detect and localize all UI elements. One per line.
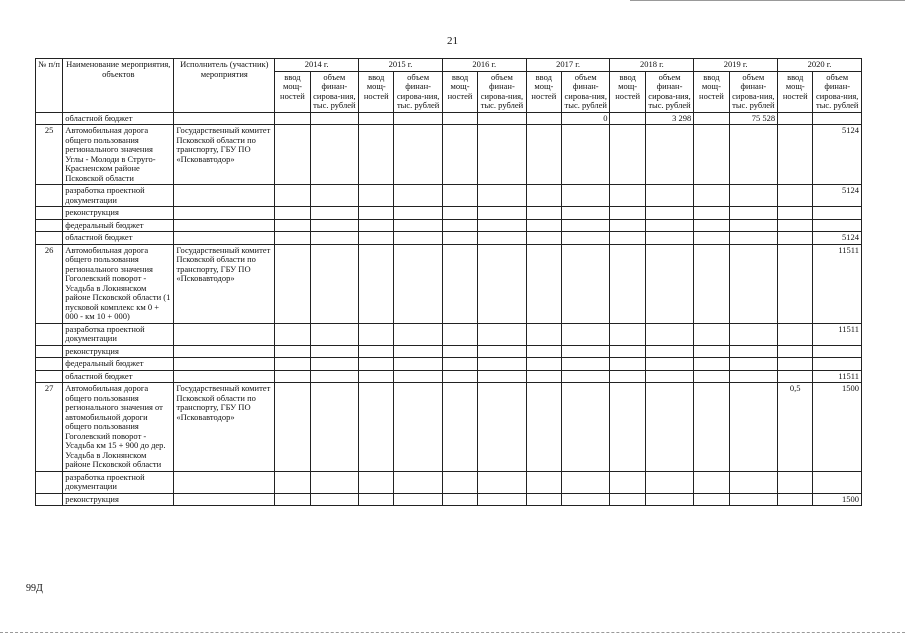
header-year: 2015 г. bbox=[359, 59, 443, 72]
table-row bbox=[36, 323, 862, 345]
row-executor bbox=[174, 185, 275, 207]
capacity-cell bbox=[275, 232, 310, 245]
capacity-cell bbox=[694, 244, 729, 323]
finance-cell: 1500 bbox=[813, 383, 862, 472]
row-executor: Государственный комитет Псковской области по транспорту, ГБУ ПО «Псковавтодор» bbox=[174, 244, 275, 323]
finance-cell bbox=[310, 323, 358, 345]
row-number bbox=[36, 471, 63, 493]
finance-cell bbox=[729, 232, 777, 245]
subheader-finance: объем финан-сирова-ния, тыс. рублей bbox=[562, 71, 610, 112]
row-executor bbox=[174, 219, 275, 232]
capacity-cell bbox=[275, 345, 310, 358]
table-row bbox=[36, 471, 862, 493]
capacity-cell bbox=[526, 232, 561, 245]
capacity-cell bbox=[610, 125, 645, 185]
finance-cell bbox=[729, 125, 777, 185]
capacity-cell bbox=[778, 207, 813, 220]
scan-edge-line bbox=[630, 0, 905, 1]
finance-cell: 11511 bbox=[813, 244, 862, 323]
finance-cell bbox=[394, 185, 442, 207]
capacity-cell bbox=[359, 232, 394, 245]
finance-cell bbox=[310, 493, 358, 506]
row-number bbox=[36, 345, 63, 358]
finance-cell bbox=[394, 493, 442, 506]
capacity-cell: 0,5 bbox=[778, 383, 813, 472]
capacity-cell bbox=[275, 370, 310, 383]
finance-cell bbox=[562, 370, 610, 383]
row-name: Автомобильная дорога общего пользования регионального значения Углы - Молоди в Струго-Красненском районе Псковской области bbox=[63, 125, 174, 185]
row-name: Автомобильная дорога общего пользования регионального значения от автомобильной дороги общего пользования Гоголевский поворот - Усадьба км 15 + 900 до дер. Усадьба в Локнянском районе Псковской области bbox=[63, 383, 174, 472]
capacity-cell bbox=[694, 370, 729, 383]
capacity-cell bbox=[694, 323, 729, 345]
capacity-cell bbox=[610, 244, 645, 323]
row-executor bbox=[174, 493, 275, 506]
table-row bbox=[36, 493, 862, 506]
capacity-cell bbox=[526, 358, 561, 371]
finance-cell bbox=[729, 471, 777, 493]
row-executor bbox=[174, 232, 275, 245]
finance-cell: 75 528 bbox=[729, 112, 777, 125]
finance-cell bbox=[394, 207, 442, 220]
capacity-cell bbox=[442, 112, 477, 125]
finance-cell bbox=[562, 471, 610, 493]
capacity-cell bbox=[275, 185, 310, 207]
capacity-cell bbox=[694, 112, 729, 125]
row-number bbox=[36, 493, 63, 506]
row-executor bbox=[174, 358, 275, 371]
capacity-cell bbox=[778, 219, 813, 232]
finance-cell bbox=[729, 345, 777, 358]
capacity-cell bbox=[442, 232, 477, 245]
finance-cell bbox=[645, 219, 693, 232]
finance-cell bbox=[729, 383, 777, 472]
capacity-cell bbox=[442, 493, 477, 506]
finance-cell bbox=[478, 112, 526, 125]
row-number bbox=[36, 185, 63, 207]
row-number bbox=[36, 219, 63, 232]
finance-cell bbox=[394, 323, 442, 345]
row-executor: Государственный комитет Псковской области по транспорту, ГБУ ПО «Псковавтодор» bbox=[174, 125, 275, 185]
row-number bbox=[36, 112, 63, 125]
capacity-cell bbox=[694, 345, 729, 358]
capacity-cell bbox=[778, 185, 813, 207]
capacity-cell bbox=[610, 323, 645, 345]
finance-cell bbox=[310, 219, 358, 232]
finance-cell bbox=[645, 370, 693, 383]
capacity-cell bbox=[526, 207, 561, 220]
finance-cell bbox=[478, 219, 526, 232]
capacity-cell bbox=[275, 125, 310, 185]
subheader-finance: объем финан-сирова-ния, тыс. рублей bbox=[310, 71, 358, 112]
finance-cell bbox=[478, 345, 526, 358]
capacity-cell bbox=[694, 125, 729, 185]
subheader-capacity: ввод мощ-ностей bbox=[275, 71, 310, 112]
table-row bbox=[36, 112, 862, 125]
row-executor bbox=[174, 345, 275, 358]
finance-cell bbox=[478, 185, 526, 207]
page-number: 21 bbox=[447, 35, 458, 47]
subheader-capacity: ввод мощ-ностей bbox=[778, 71, 813, 112]
capacity-cell bbox=[275, 207, 310, 220]
row-name: Автомобильная дорога общего пользования регионального значения Гоголевский поворот - Усадьба в Локнянском районе Псковской области (1 пусковой комплекс км 0 + 000 - км 10 + 000) bbox=[63, 244, 174, 323]
capacity-cell bbox=[275, 112, 310, 125]
capacity-cell bbox=[275, 493, 310, 506]
capacity-cell bbox=[275, 471, 310, 493]
capacity-cell bbox=[778, 358, 813, 371]
capacity-cell bbox=[359, 112, 394, 125]
capacity-cell bbox=[359, 125, 394, 185]
finance-cell bbox=[813, 207, 862, 220]
row-executor bbox=[174, 370, 275, 383]
finance-cell bbox=[645, 232, 693, 245]
finance-cell bbox=[478, 323, 526, 345]
finance-cell bbox=[478, 471, 526, 493]
capacity-cell bbox=[610, 185, 645, 207]
row-number: 25 bbox=[36, 125, 63, 185]
capacity-cell bbox=[610, 493, 645, 506]
capacity-cell bbox=[359, 471, 394, 493]
capacity-cell bbox=[359, 370, 394, 383]
subheader-finance: объем финан-сирова-ния, тыс. рублей bbox=[645, 71, 693, 112]
capacity-cell bbox=[778, 232, 813, 245]
header-name: Наименование мероприятия, объектов bbox=[63, 59, 174, 113]
finance-cell bbox=[478, 383, 526, 472]
subheader-finance: объем финан-сирова-ния, тыс. рублей bbox=[394, 71, 442, 112]
capacity-cell bbox=[526, 471, 561, 493]
capacity-cell bbox=[442, 370, 477, 383]
finance-cell bbox=[729, 207, 777, 220]
table-row bbox=[36, 345, 862, 358]
finance-cell bbox=[645, 207, 693, 220]
capacity-cell bbox=[610, 112, 645, 125]
row-name: федеральный бюджет bbox=[63, 358, 174, 371]
finance-cell bbox=[310, 185, 358, 207]
row-number bbox=[36, 207, 63, 220]
table-row bbox=[36, 219, 862, 232]
capacity-cell bbox=[359, 219, 394, 232]
finance-cell bbox=[729, 493, 777, 506]
finance-cell bbox=[394, 383, 442, 472]
row-name: областной бюджет bbox=[63, 112, 174, 125]
table-row bbox=[36, 207, 862, 220]
capacity-cell bbox=[610, 232, 645, 245]
finance-cell bbox=[310, 244, 358, 323]
finance-cell bbox=[645, 323, 693, 345]
capacity-cell bbox=[694, 207, 729, 220]
finance-cell bbox=[394, 244, 442, 323]
row-name: разработка проектной документации bbox=[63, 185, 174, 207]
capacity-cell bbox=[526, 219, 561, 232]
capacity-cell bbox=[526, 323, 561, 345]
finance-cell bbox=[310, 112, 358, 125]
row-number bbox=[36, 232, 63, 245]
capacity-cell bbox=[442, 244, 477, 323]
capacity-cell bbox=[359, 358, 394, 371]
finance-cell bbox=[478, 232, 526, 245]
finance-cell bbox=[394, 471, 442, 493]
finance-cell: 0 bbox=[562, 112, 610, 125]
finance-cell bbox=[729, 323, 777, 345]
capacity-cell bbox=[694, 383, 729, 472]
row-name: реконструкция bbox=[63, 345, 174, 358]
finance-cell bbox=[813, 112, 862, 125]
row-number: 27 bbox=[36, 383, 63, 472]
capacity-cell bbox=[359, 345, 394, 358]
finance-cell bbox=[394, 112, 442, 125]
finance-cell bbox=[310, 370, 358, 383]
capacity-cell bbox=[275, 219, 310, 232]
capacity-cell bbox=[610, 345, 645, 358]
capacity-cell bbox=[526, 370, 561, 383]
finance-cell: 5124 bbox=[813, 125, 862, 185]
header-executor: Исполнитель (участник) мероприятия bbox=[174, 59, 275, 113]
capacity-cell bbox=[442, 383, 477, 472]
finance-cell: 11511 bbox=[813, 370, 862, 383]
row-name: областной бюджет bbox=[63, 232, 174, 245]
capacity-cell bbox=[694, 358, 729, 371]
finance-cell bbox=[645, 185, 693, 207]
table-row bbox=[36, 185, 862, 207]
capacity-cell bbox=[526, 112, 561, 125]
finance-cell bbox=[310, 207, 358, 220]
capacity-cell bbox=[778, 112, 813, 125]
finance-cell bbox=[645, 471, 693, 493]
table-body bbox=[36, 112, 862, 506]
subheader-capacity: ввод мощ-ностей bbox=[359, 71, 394, 112]
finance-cell bbox=[478, 207, 526, 220]
finance-cell bbox=[478, 125, 526, 185]
capacity-cell bbox=[526, 185, 561, 207]
table-row bbox=[36, 383, 862, 472]
header-year: 2018 г. bbox=[610, 59, 694, 72]
capacity-cell bbox=[359, 323, 394, 345]
capacity-cell bbox=[442, 358, 477, 371]
capacity-cell bbox=[610, 358, 645, 371]
finance-cell bbox=[645, 125, 693, 185]
finance-cell bbox=[562, 358, 610, 371]
capacity-cell bbox=[610, 471, 645, 493]
finance-cell bbox=[478, 244, 526, 323]
finance-cell: 3 298 bbox=[645, 112, 693, 125]
finance-cell bbox=[562, 323, 610, 345]
finance-cell bbox=[394, 232, 442, 245]
capacity-cell bbox=[275, 358, 310, 371]
finance-cell bbox=[645, 244, 693, 323]
table-row bbox=[36, 358, 862, 371]
subheader-capacity: ввод мощ-ностей bbox=[610, 71, 645, 112]
capacity-cell bbox=[275, 244, 310, 323]
row-executor: Государственный комитет Псковской области по транспорту, ГБУ ПО «Псковавтодор» bbox=[174, 383, 275, 472]
capacity-cell bbox=[694, 185, 729, 207]
capacity-cell bbox=[694, 232, 729, 245]
row-name: федеральный бюджет bbox=[63, 219, 174, 232]
finance-cell bbox=[729, 358, 777, 371]
header-year: 2014 г. bbox=[275, 59, 359, 72]
finance-cell bbox=[562, 383, 610, 472]
header-year: 2020 г. bbox=[778, 59, 862, 72]
subheader-finance: объем финан-сирова-ния, тыс. рублей bbox=[813, 71, 862, 112]
footer-code: 99Д bbox=[26, 583, 43, 594]
header-year: 2017 г. bbox=[526, 59, 610, 72]
capacity-cell bbox=[275, 323, 310, 345]
table-row bbox=[36, 244, 862, 323]
table-row bbox=[36, 232, 862, 245]
capacity-cell bbox=[694, 219, 729, 232]
finance-cell bbox=[310, 345, 358, 358]
finance-cell: 5124 bbox=[813, 185, 862, 207]
subheader-capacity: ввод мощ-ностей bbox=[442, 71, 477, 112]
finance-cell: 1500 bbox=[813, 493, 862, 506]
finance-cell bbox=[478, 358, 526, 371]
capacity-cell bbox=[442, 345, 477, 358]
subheader-finance: объем финан-сирова-ния, тыс. рублей bbox=[729, 71, 777, 112]
capacity-cell bbox=[359, 383, 394, 472]
row-name: областной бюджет bbox=[63, 370, 174, 383]
finance-cell bbox=[394, 358, 442, 371]
capacity-cell bbox=[359, 185, 394, 207]
header-year: 2019 г. bbox=[694, 59, 778, 72]
finance-cell bbox=[310, 125, 358, 185]
finance-cell bbox=[729, 185, 777, 207]
finance-cell bbox=[562, 207, 610, 220]
capacity-cell bbox=[359, 207, 394, 220]
capacity-cell bbox=[442, 323, 477, 345]
capacity-cell bbox=[359, 493, 394, 506]
table-row bbox=[36, 125, 862, 185]
finance-cell: 11511 bbox=[813, 323, 862, 345]
finance-cell bbox=[813, 358, 862, 371]
finance-cell bbox=[562, 493, 610, 506]
finance-cell bbox=[645, 383, 693, 472]
row-executor bbox=[174, 471, 275, 493]
capacity-cell bbox=[778, 244, 813, 323]
row-name: реконструкция bbox=[63, 493, 174, 506]
finance-cell bbox=[813, 471, 862, 493]
capacity-cell bbox=[778, 471, 813, 493]
capacity-cell bbox=[694, 493, 729, 506]
capacity-cell bbox=[778, 323, 813, 345]
finance-cell bbox=[645, 345, 693, 358]
table-header bbox=[36, 59, 862, 113]
row-executor bbox=[174, 323, 275, 345]
finance-cell bbox=[645, 493, 693, 506]
capacity-cell bbox=[526, 345, 561, 358]
program-table bbox=[35, 58, 862, 506]
capacity-cell bbox=[778, 370, 813, 383]
finance-cell bbox=[310, 471, 358, 493]
finance-cell bbox=[562, 185, 610, 207]
scan-edge-line bbox=[0, 632, 905, 633]
finance-cell bbox=[394, 370, 442, 383]
finance-cell bbox=[478, 370, 526, 383]
finance-cell bbox=[310, 232, 358, 245]
finance-cell bbox=[394, 125, 442, 185]
capacity-cell bbox=[778, 493, 813, 506]
row-name: разработка проектной документации bbox=[63, 323, 174, 345]
capacity-cell bbox=[610, 219, 645, 232]
row-number: 26 bbox=[36, 244, 63, 323]
finance-cell bbox=[813, 345, 862, 358]
finance-cell bbox=[562, 125, 610, 185]
capacity-cell bbox=[694, 471, 729, 493]
subheader-capacity: ввод мощ-ностей bbox=[694, 71, 729, 112]
finance-cell bbox=[729, 244, 777, 323]
table-row bbox=[36, 370, 862, 383]
subheader-capacity: ввод мощ-ностей bbox=[526, 71, 561, 112]
row-executor bbox=[174, 207, 275, 220]
finance-cell bbox=[729, 370, 777, 383]
capacity-cell bbox=[526, 244, 561, 323]
row-executor bbox=[174, 112, 275, 125]
row-name: реконструкция bbox=[63, 207, 174, 220]
capacity-cell bbox=[610, 383, 645, 472]
finance-cell: 5124 bbox=[813, 232, 862, 245]
finance-cell bbox=[729, 219, 777, 232]
subheader-finance: объем финан-сирова-ния, тыс. рублей bbox=[478, 71, 526, 112]
capacity-cell bbox=[359, 244, 394, 323]
finance-cell bbox=[394, 345, 442, 358]
header-year: 2016 г. bbox=[442, 59, 526, 72]
capacity-cell bbox=[526, 125, 561, 185]
capacity-cell bbox=[442, 471, 477, 493]
row-number bbox=[36, 358, 63, 371]
capacity-cell bbox=[442, 219, 477, 232]
finance-cell bbox=[478, 493, 526, 506]
row-number bbox=[36, 370, 63, 383]
capacity-cell bbox=[275, 383, 310, 472]
capacity-cell bbox=[610, 370, 645, 383]
header-num: № п/п bbox=[36, 59, 63, 113]
capacity-cell bbox=[442, 185, 477, 207]
capacity-cell bbox=[442, 207, 477, 220]
row-name: разработка проектной документации bbox=[63, 471, 174, 493]
finance-cell bbox=[394, 219, 442, 232]
finance-cell bbox=[562, 232, 610, 245]
capacity-cell bbox=[442, 125, 477, 185]
capacity-cell bbox=[778, 125, 813, 185]
capacity-cell bbox=[778, 345, 813, 358]
finance-cell bbox=[562, 219, 610, 232]
finance-cell bbox=[310, 358, 358, 371]
capacity-cell bbox=[526, 383, 561, 472]
row-number bbox=[36, 323, 63, 345]
capacity-cell bbox=[526, 493, 561, 506]
finance-cell bbox=[645, 358, 693, 371]
finance-cell bbox=[310, 383, 358, 472]
capacity-cell bbox=[610, 207, 645, 220]
finance-cell bbox=[562, 244, 610, 323]
finance-cell bbox=[813, 219, 862, 232]
finance-cell bbox=[562, 345, 610, 358]
